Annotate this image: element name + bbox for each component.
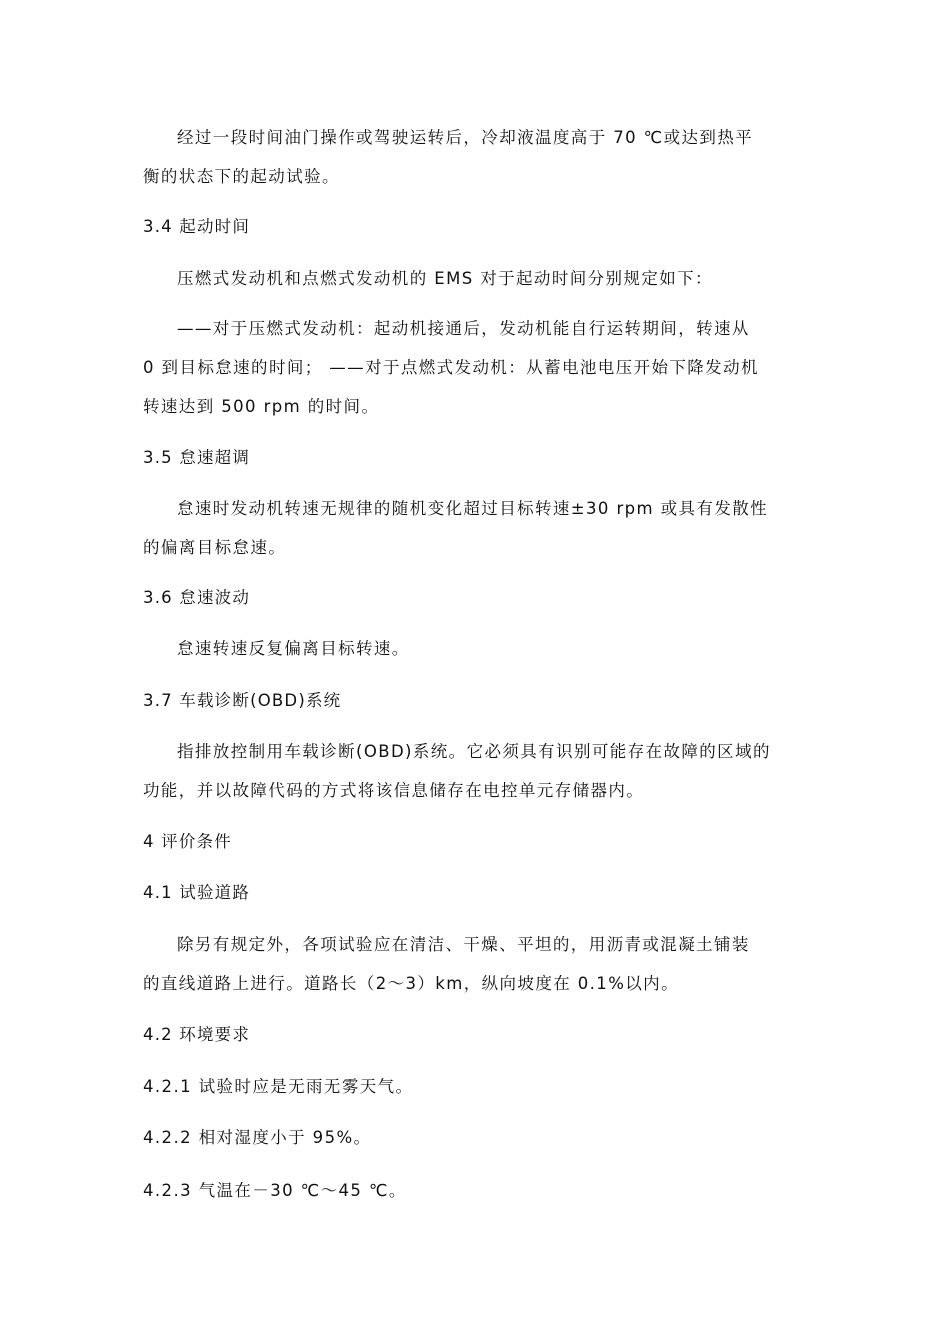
paragraph-line: 衡的状态下的起动试验。 bbox=[143, 167, 340, 186]
paragraph-line: 的偏离目标怠速。 bbox=[143, 538, 287, 557]
section-heading-4-2: 4.2 环境要求 bbox=[143, 1025, 251, 1044]
paragraph-line: 转速达到 500 rpm 的时间。 bbox=[143, 397, 380, 416]
list-item-4-2-2: 4.2.2 相对湿度小于 95%。 bbox=[143, 1128, 372, 1147]
list-item-4-2-3: 4.2.3 气温在－30 ℃～45 ℃。 bbox=[143, 1181, 407, 1200]
section-heading-3-6: 3.6 怠速波动 bbox=[143, 588, 251, 607]
paragraph-line: 经过一段时间油门操作或驾驶运转后，冷却液温度高于 70 ℃或达到热平 bbox=[177, 128, 754, 147]
paragraph-line: 指排放控制用车载诊断(OBD)系统。它必须具有识别可能存在故障的区域的 bbox=[177, 742, 771, 761]
paragraph-line: 怠速时发动机转速无规律的随机变化超过目标转速±30 rpm 或具有发散性 bbox=[177, 499, 769, 518]
section-heading-3-5: 3.5 怠速超调 bbox=[143, 448, 251, 467]
list-item-4-2-1: 4.2.1 试验时应是无雨无雾天气。 bbox=[143, 1077, 414, 1096]
paragraph-line: 功能，并以故障代码的方式将该信息储存在电控单元存储器内。 bbox=[143, 781, 645, 800]
paragraph-line: 除另有规定外，各项试验应在清洁、干燥、平坦的，用沥青或混凝土铺装 bbox=[177, 935, 750, 954]
paragraph-line: 0 到目标怠速的时间； ——对于点燃式发动机：从蓄电池电压开始下降发动机 bbox=[143, 358, 759, 377]
section-heading-4-1: 4.1 试验道路 bbox=[143, 883, 251, 902]
paragraph-line: 压燃式发动机和点燃式发动机的 EMS 对于起动时间分别规定如下： bbox=[177, 269, 713, 288]
section-heading-4: 4 评价条件 bbox=[143, 832, 232, 851]
paragraph-line: 的直线道路上进行。道路长（2～3）km，纵向坡度在 0.1%以内。 bbox=[143, 974, 679, 993]
paragraph-line: ——对于压燃式发动机：起动机接通后，发动机能自行运转期间，转速从 bbox=[177, 319, 750, 338]
paragraph-line: 怠速转速反复偏离目标转速。 bbox=[177, 639, 410, 658]
section-heading-3-7: 3.7 车载诊断(OBD)系统 bbox=[143, 691, 342, 710]
section-heading-3-4: 3.4 起动时间 bbox=[143, 217, 251, 236]
